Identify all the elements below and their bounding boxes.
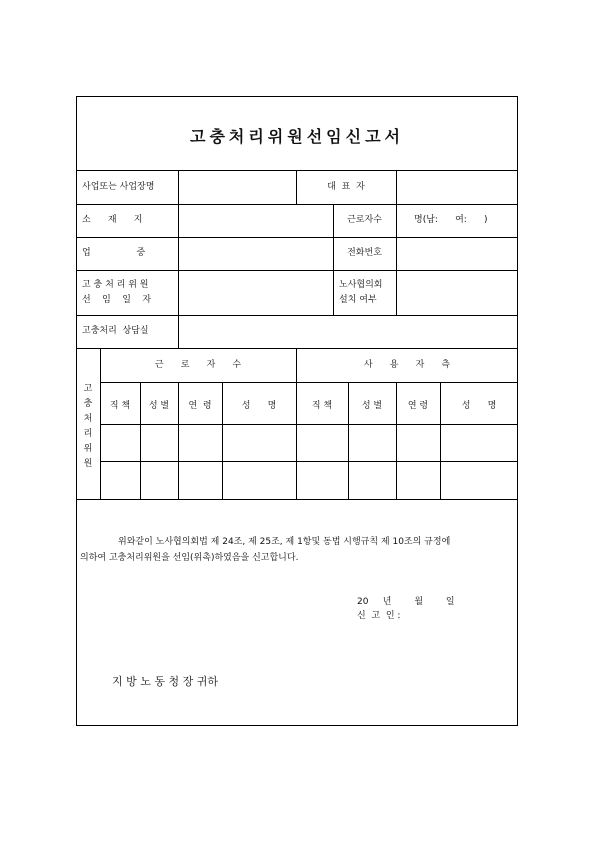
rule [76,499,518,500]
date-line: 20 년 월 일 [357,597,455,607]
form-title: 고충처리위원선임신고서 [189,127,405,146]
rule [348,382,349,499]
phone-label: 전화번호 [347,248,382,258]
industry-label: 업 중 [82,248,146,258]
appointment-date-label: 고 충 처 리 위 원 [82,280,149,290]
rule [140,382,141,499]
column-header: 연 령 [407,401,429,411]
rule [100,461,518,462]
workers-label: 근로자수 [347,215,382,225]
rule [396,170,397,315]
rule [76,237,518,238]
committee-side-label: 고 충 처 리 위 원 [83,384,93,469]
counseling-room-label: 고충처리 상담실 [82,326,149,336]
column-header: 성 별 [361,401,383,411]
column-header: 직 책 [109,401,131,411]
group-employer-header: 사 용 자 측 [363,360,451,370]
column-header: 연 령 [188,401,212,411]
rule [440,382,441,499]
declaration-line: 위와같이 노사협의회법 제 24조, 제 25조, 제 1항및 동법 시행규칙 제 10조의 규정에 [118,537,451,547]
rule [100,424,518,425]
location-label: 소 재 지 [82,215,143,225]
column-header: 직 책 [311,401,333,411]
workers-value: 명(남: 여: ) [414,215,488,225]
business-name-label: 사업또는 사업장명 [82,182,155,192]
rule [396,382,397,499]
column-header: 성 명 [241,401,277,411]
declaration-line: 의하여 고충처리위원을 선임(위촉)하였음을 신고합니다. [80,553,299,563]
council-label: 설치 여부 [339,295,377,305]
rule [178,382,179,499]
rule [76,348,518,349]
appointment-date-label: 선 임 일 자 [82,295,152,305]
representative-label: 대 표 자 [327,182,365,192]
rule [100,382,518,383]
group-workers-header: 근 로 자 수 [154,360,242,370]
rule [76,315,518,316]
rule [178,170,179,348]
rule [76,204,518,205]
column-header: 성 명 [461,401,497,411]
addressee: 지 방 노 동 청 장 귀하 [112,675,218,688]
rule [76,170,518,171]
rule [76,270,518,271]
rule [222,382,223,499]
reporter-line: 신 고 인 : [357,611,401,621]
council-label: 노사협의회 [339,280,383,290]
column-header: 성 별 [148,401,170,411]
